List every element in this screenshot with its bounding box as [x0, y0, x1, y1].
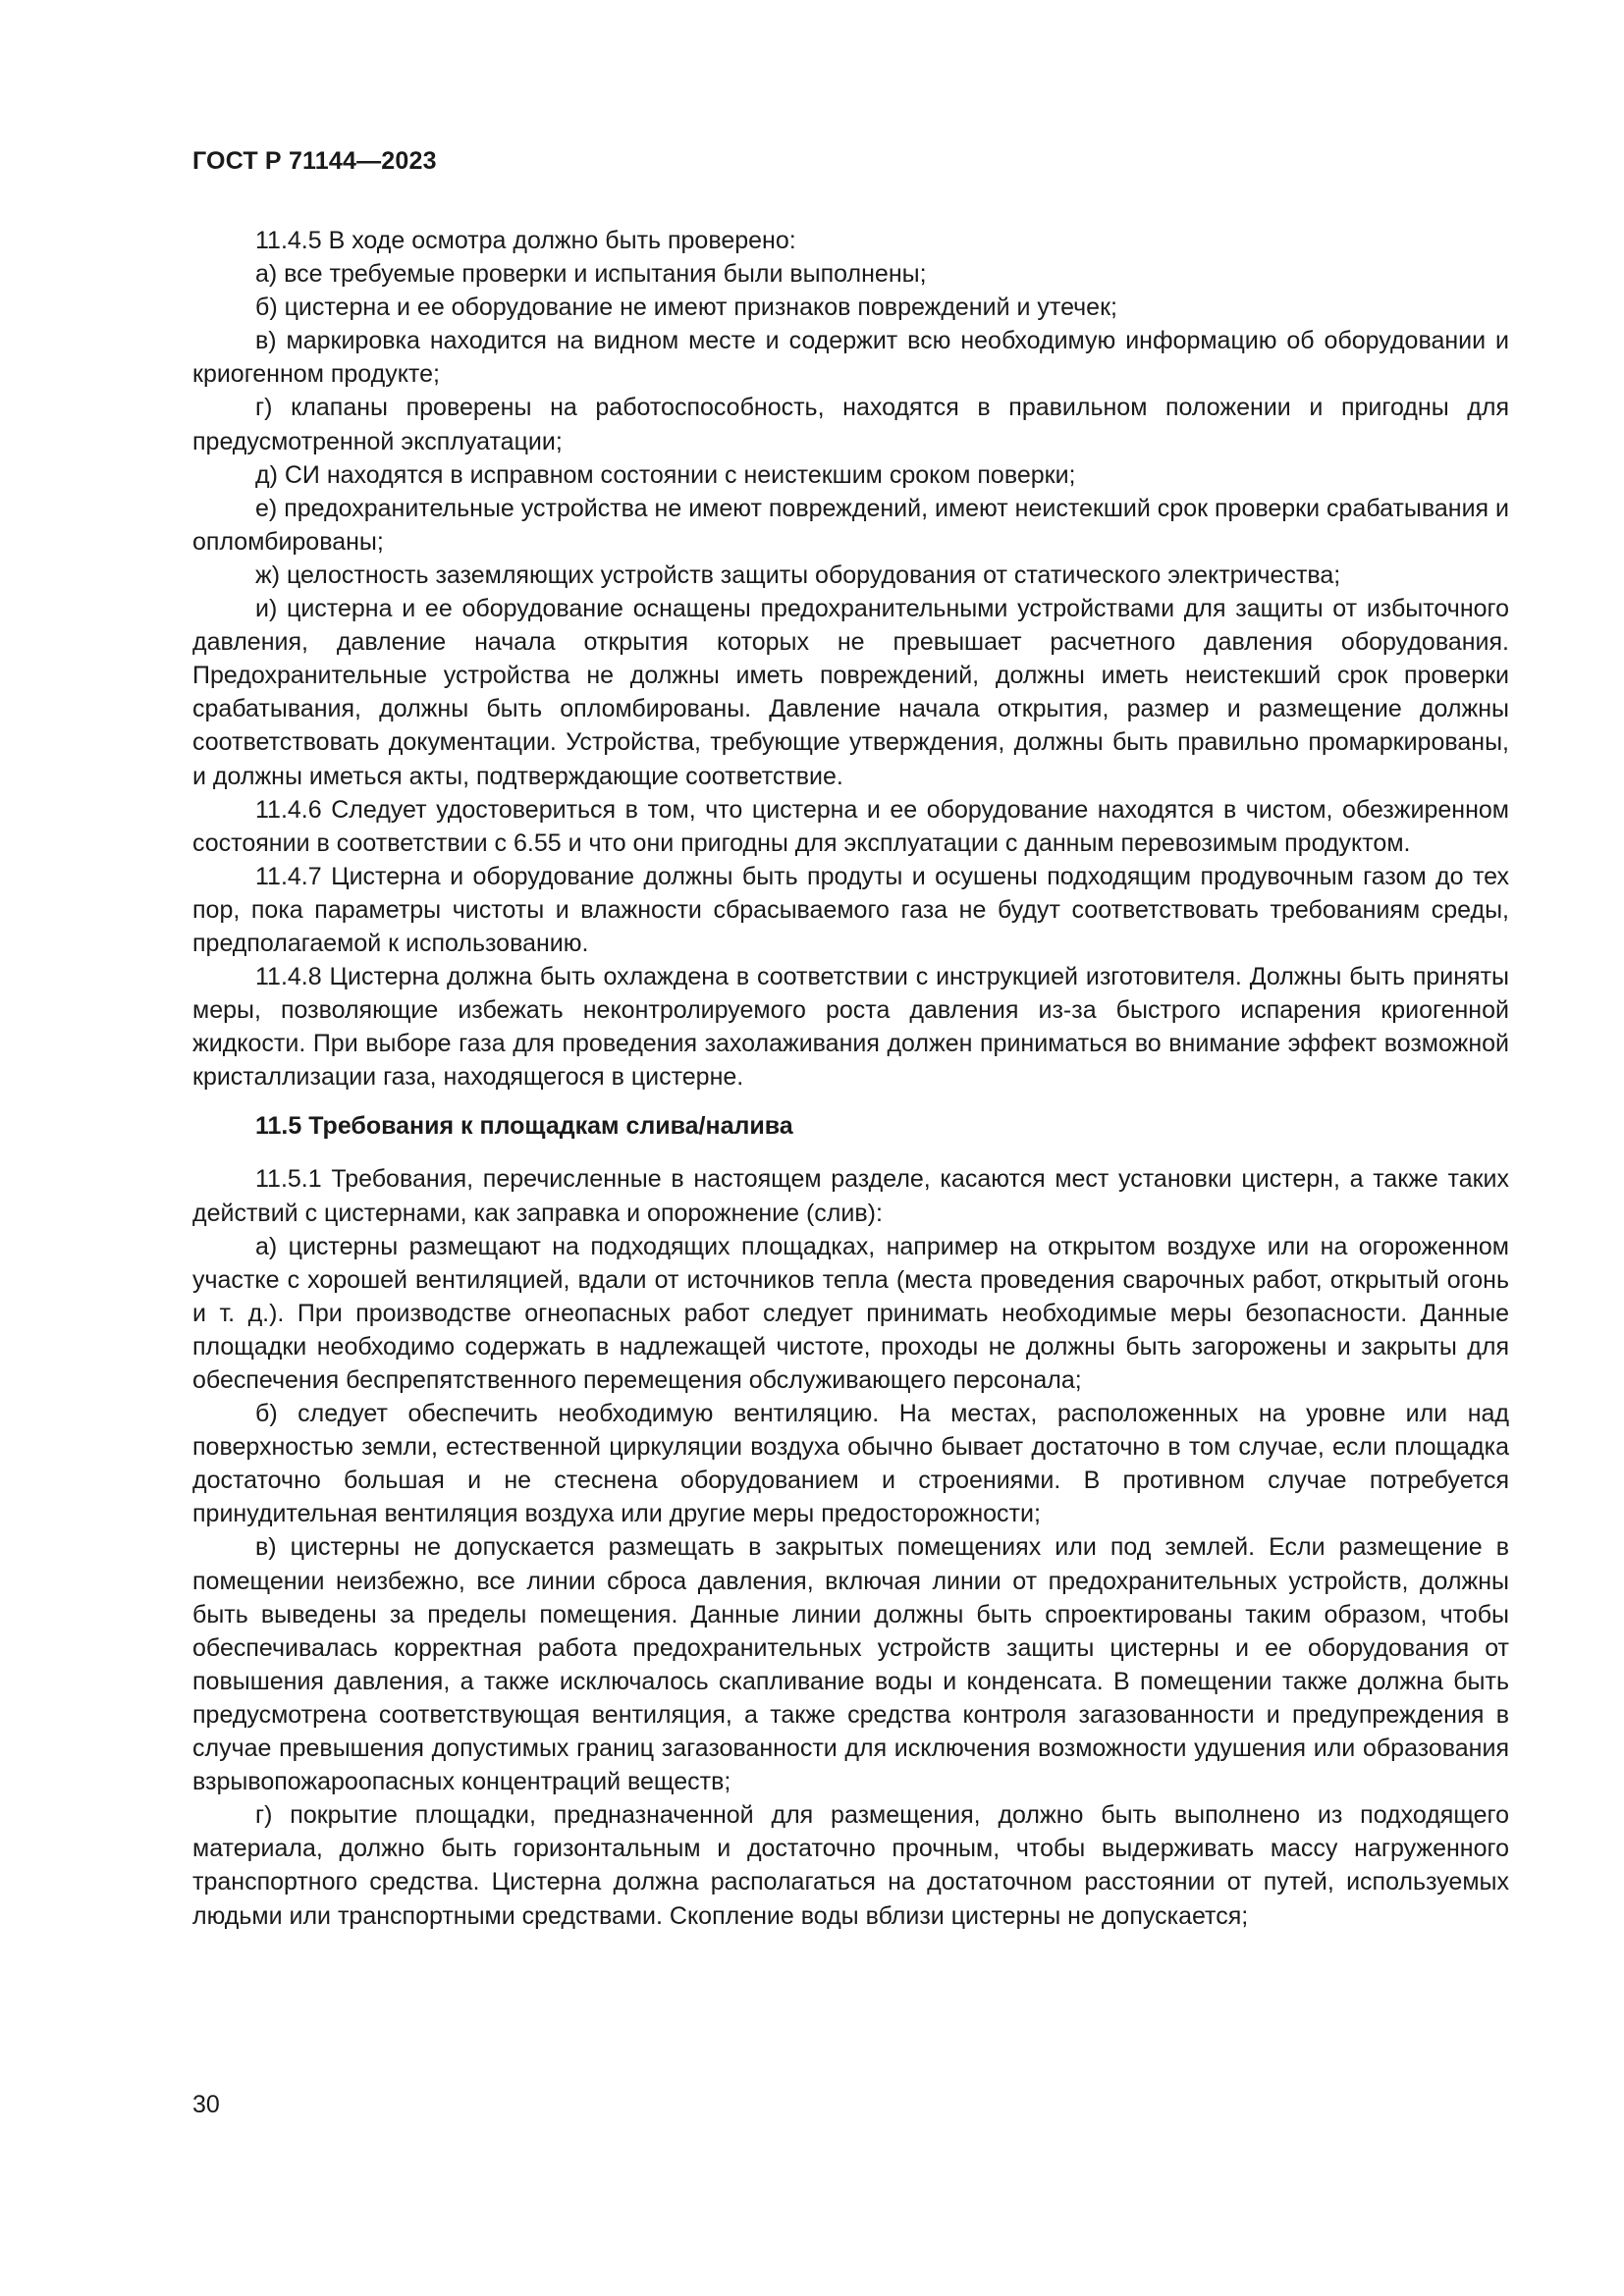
list-item: д) СИ находятся в исправном состоянии с неистекшим сроком поверки;: [255, 460, 1076, 489]
document-body: [192, 224, 1509, 1933]
paragraph-11-5-1: 11.5.1 Требования, перечисленные в настоящем разделе, касаются мест установки цистерн, а также таких действий с цистернами, как заправка и опорожнение (слив):: [192, 1165, 1509, 1227]
list-item: в) цистерны не допускается размещать в закрытых помещениях или под землей. Если размещение в помещении неизбежно, все линии сброса давления, включая линии от предохранительных устройств, должны быть выведены за пределы помещения. Данные линии должны быть спроектированы таким образом, чтобы обеспечивалась корректная работа предохранительных устройств защиты цистерны и ее оборудования от повышения давления, а также исключалось скапливание воды и конденсата. В помещении также должна быть предусмотрена соответствующая вентиляция, а также средства контроля загазованности и предупреждения в случае превышения допустимых границ загазованности для исключения возможности удушения или образования взрывопожароопасных концентраций веществ;: [192, 1533, 1509, 1796]
list-item: б) цистерна и ее оборудование не имеют признаков повреждений и утечек;: [255, 294, 1117, 322]
list-item: в) маркировка находится на видном месте и содержит всю необходимую информацию об оборудовании и криогенном продукте;: [192, 327, 1509, 389]
paragraph-11-4-8: 11.4.8 Цистерна должна быть охлаждена в соответствии с инструкцией изготовителя. Должны быть приняты меры, позволяющие избежать неконтролируемого роста давления из-за быстрого испарения криогенной жидкости. При выборе газа для проведения захолаживания должен приниматься во внимание эффект возможной кристаллизации газа, находящегося в цистерне.: [192, 963, 1509, 1092]
document-code-header: ГОСТ Р 71144—2023: [192, 147, 437, 175]
paragraph-11-4-6: 11.4.6 Следует удостовериться в том, что цистерна и ее оборудование находятся в чистом, обезжиренном состоянии в соответствии с 6.55 и что они пригодны для эксплуатации с данным перевозимым продуктом.: [192, 795, 1509, 857]
list-item: и) цистерна и ее оборудование оснащены предохранительными устройствами для защиты от избыточного давления, давление начала открытия которых не превышает расчетного давления оборудования. Предохранительные устройства не должны иметь повреждений, должны иметь неистекший срок проверки срабатывания, должны быть опломбированы. Давление начала открытия, размер и размещение должны соответствовать документации. Устройства, требующие утверждения, должны быть правильно промаркированы, и должны иметься акты, подтверждающие соответствие.: [192, 595, 1509, 790]
section-heading-11-5: 11.5 Требования к площадкам слива/налива: [255, 1112, 793, 1141]
list-item: а) все требуемые проверки и испытания были выполнены;: [255, 260, 927, 289]
list-item: е) предохранительные устройства не имеют повреждений, имеют неистекший срок проверки срабатывания и опломбированы;: [192, 494, 1509, 556]
list-item: г) покрытие площадки, предназначенной для размещения, должно быть выполнено из подходящего материала, должно быть горизонтальным и достаточно прочным, чтобы выдерживать массу нагруженного транспортного средства. Цистерна должна располагаться на достаточном расстоянии от путей, используемых людьми или транспортными средствами. Скопление воды вблизи цистерны не допускается;: [192, 1801, 1509, 1930]
list-item: г) клапаны проверены на работоспособность, находятся в правильном положении и пригодны для предусмотренной эксплуатации;: [192, 394, 1509, 455]
paragraph-11-4-7: 11.4.7 Цистерна и оборудование должны быть продуты и осушены подходящим продувочным газом до тех пор, пока параметры чистоты и влажности сбрасываемого газа не будут соответствовать требованиям среды, предполагаемой к использованию.: [192, 862, 1509, 957]
list-item: б) следует обеспечить необходимую вентиляцию. На местах, расположенных на уровне или над поверхностью земли, естественной циркуляции воздуха обычно бывает достаточно в том случае, если площадка достаточно большая и не стеснена оборудованием и строениями. В противном случае потребуется принудительная вентиляция воздуха или другие меры предосторожности;: [192, 1400, 1509, 1528]
list-item: ж) целостность заземляющих устройств защиты оборудования от статического электричества;: [255, 561, 1341, 589]
list-item: а) цистерны размещают на подходящих площадках, например на открытом воздухе или на огороженном участке с хорошей вентиляцией, вдали от источников тепла (места проведения сварочных работ, открытый огонь и т. д.). При производстве огнеопасных работ следует принимать необходимые меры безопасности. Данные площадки необходимо содержать в надлежащей чистоте, проходы не должны быть загорожены и закрыты для обеспечения беспрепятственного перемещения обслуживающего персонала;: [192, 1232, 1509, 1394]
page-number: 30: [192, 2091, 220, 2118]
paragraph-11-4-5: 11.4.5 В ходе осмотра должно быть проверено:: [255, 227, 796, 254]
